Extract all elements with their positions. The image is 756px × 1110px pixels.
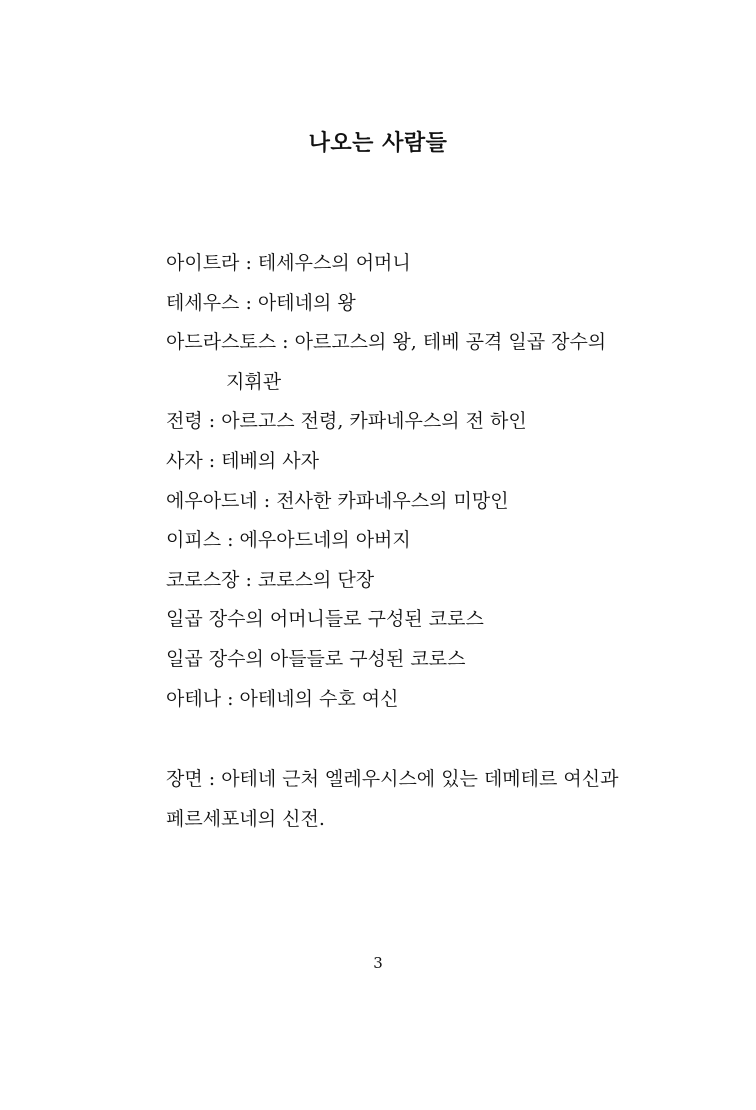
page-number: 3 (373, 954, 383, 972)
cast-item-theseus: 테세우스 : 아테네의 왕 (166, 291, 356, 314)
scene-description (166, 759, 686, 839)
cast-item-aethra: 아이트라 : 테세우스의 어머니 (166, 252, 411, 274)
cast-item-chorus-sons: 일곱 장수의 아들들로 구성된 코로스 (166, 647, 466, 670)
cast-item-adrastus-continued: 지휘관 (226, 370, 282, 393)
page-title: 나오는 사람들 (308, 130, 448, 156)
cast-item-messenger: 사자 : 테베의 사자 (166, 449, 319, 472)
cast-item-herald: 전령 : 아르고스 전령, 카파네우스의 전 하인 (166, 410, 527, 433)
scene-line: 페르세포네의 신전. (166, 808, 325, 830)
scene-line: 장면 : 아테네 근처 엘레우시스에 있는 데메테르 여신과 (166, 768, 619, 790)
cast-item-chorus-mothers: 일곱 장수의 어머니들로 구성된 코로스 (166, 608, 484, 631)
cast-item-chorus-leader: 코로스장 : 코로스의 단장 (166, 568, 375, 591)
cast-item-athena: 아테나 : 아테네의 수호 여신 (166, 687, 399, 710)
cast-item-adrastus: 아드라스토스 : 아르고스의 왕, 테베 공격 일곱 장수의 (166, 331, 607, 354)
cast-item-iphis: 이피스 : 에우아드네의 아버지 (166, 529, 411, 552)
cast-item-evadne: 에우아드네 : 전사한 카파네우스의 미망인 (166, 489, 509, 512)
cast-list (166, 244, 686, 719)
